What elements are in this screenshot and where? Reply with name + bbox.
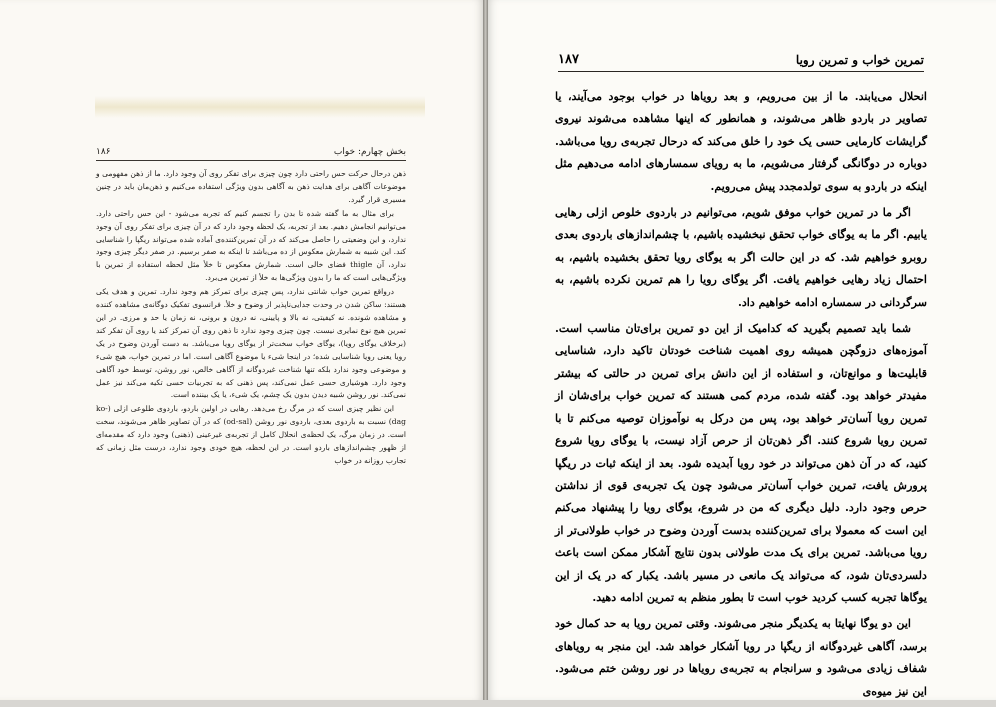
right-paragraph-3: شما باید تصمیم بگیرید که کدامیک از این دو تمرین برای‌تان مناسب است. آموزه‌های دزوگچن همیشه روی اهمیت شناخت خودتان تاکید دارد، شناسایی قابلیت‌ها و موانع‌تان، و استفاده از این دانش برای تمرین در حالتی که بیشتر مفیدتر خواهد بود. گفته شده، مردم کمی هستند که تمرین خواب برای‌شان از تمرین رویا آسان‌تر خواهد بود، پس من درکل به نوآموزان توصیه می‌کنم تا با تمرین رویا شروع کنند. اگر ذهن‌تان از حرص آزاد نیست، با یوگای رویا شروع کنید، که در آن ذهن می‌تواند در خود رویا آبدیده شود. بعد از اینکه ثبات در ریگپا پرورش یافت، تمرین خواب آسان‌تر می‌شود چون یک تجربه‌ی قوی از نداشتن حرص وجود دارد. دلیل دیگری که من در شروع، یوگای رویا را پیشنهاد می‌کنم این است که معمولا برای تمرین‌کننده بدست آوردن وضوح در خواب طولانی‌تر از رویا می‌باشد. تمرین برای یک مدت طولانی بدون نتایج آشکار ممکن است باعث دلسردی‌تان شود، که می‌تواند یک مانعی در مسیر باشد. یکبار که در یک از این یوگاها تجربه کسب کردید خوب است تا بطور منظم به تمرین ادامه دهید. <box>555 322 927 604</box>
left-paragraph-4: این نظیر چیزی است که در مرگ رخ می‌دهد. رهایی در اولین باردو، باردوی طلوعی ازلی (ko-dag) نسبت به باردوی بعدی، باردوی نور روشن (od-sal) که در آن تصاویر ظاهر می‌شوند، سخت است. در زمان مرگ، یک لحظه‌ی انحلال کامل از تجربه‌ی غیرعینی (ذهنی) وجود دارد که مقدمه‌ای از ظهور چشم‌اندازهای باردو است. در این لحظه، هیچ خودی وجود ندارد، درست مثل زمانی که تجارب روزانه در خواب <box>96 404 406 465</box>
right-paragraph-4: این دو یوگا نهایتا به یکدیگر منجر می‌شوند. وقتی تمرین رویا به حد کمال خود برسد، آگاهی غیردوگانه از ریگپا در رویا آشکار خواهد شد. این منجر به رویاهای شفاف زیادی می‌شود و سرانجام به تجربه‌ی رویاها در نور روشن ختم می‌شود. این نیز میوه‌ی <box>555 617 927 698</box>
left-paragraph-1: ذهن درحال حرکت حس راحتی دارد چون چیزی برای تفکر روی آن وجود دارد. ما از ذهن مفهومی و موضوعات آگاهی برای هدایت ذهن به آگاهی بدون ویژگی استفاده می‌کنیم و ذهن‌مان باید در چنین مسیری قرار گیرد. <box>96 169 406 204</box>
left-page-number: ۱۸۶ <box>96 147 111 157</box>
left-page-header <box>96 147 406 161</box>
right-page-number: ۱۸۷ <box>558 52 579 67</box>
ink-bleed-stain <box>95 96 425 118</box>
right-page-body <box>555 86 927 707</box>
right-page-header <box>558 52 924 72</box>
right-page-title: تمرین خواب و تمرین رویا <box>795 53 924 67</box>
left-paragraph-3: درواقع تمرین خواب شانتی ندارد، پس چیزی برای تمرکز هم وجود ندارد. تمرین و هدف یکی هستند: ساکن شدن در وحدت جدایی‌ناپذیر از وضوح و خلأ. فرانسوی تفکیک دوگانه‌ی مشاهده کننده و مشاهده شونده. نه کیفیتی، نه بالا و پایینی، نه درون و برونی، نه زمان یا حد و مرزی. در این تمرین هیچ نوع نمایری نیست. چون چیزی وجود ندارد تا ذهن روی آن تمرکز کند یا روی آن تفکر کند (برخلاف یوگای رویا)، یوگای خواب سخت‌تر از یوگای رویا می‌باشد. به دست آوردن وضوح در یک رویا یعنی رویا شناسایی شده؛ در اینجا شیء یا موضوع آگاهی است. اما در تمرین خواب، هیچ شیء و موضوعی وجود ندارد بلکه تنها شناخت غیردوگانه از آگاهی خالص، نور روشن، توسط خود آگاهی وجود دارد. هوشیاری حسی عمل نمی‌کند، پس ذهنی که به تجربیات حسی تکیه می‌کند نیز عمل نمی‌کند. نور روشن شبیه دیدن بدون یک چشم، یک شیء، یا یک بیننده است. <box>96 287 406 400</box>
right-paragraph-2: اگر ما در تمرین خواب موفق شویم، می‌توانیم در باردوی خلوص ازلی رهایی یابیم. اگر ما به یوگای خواب تحقق نبخشیده باشیم، با چشم‌اندازهای باردوی بعدی روبرو خواهیم شد. که در این حالت اگر به یوگای رویا تحقق بخشیده باشیم، به احتمال زیاد رهایی خواهیم یافت. اگر یوگای رویا را هم تمرین نکرده باشیم، به سرگردانی در سمساره ادامه خواهیم داد. <box>555 206 927 309</box>
right-paragraph-1: انحلال می‌یابند. ما از بین می‌رویم، و بعد رویاها در خواب بوجود می‌آیند، یا تصاویر در باردو ظاهر می‌شوند، و همانطور که اینها مشاهده می‌شوند نیروی گرایشات کارمایی حسی یک خود را خلق می‌کند که درحال تجربه‌ی رویا می‌باشد. دوباره در دوگانگی گرفتار می‌شویم، ما به رویای سمسارهای ادامه می‌دهیم مثل اینکه در باردو به سوی تولدمجدد پیش می‌رویم. <box>555 90 927 193</box>
left-paragraph-2: برای مثال به ما گفته شده تا بدن را تجسم کنیم که تجربه می‌شود - این حس راحتی دارد. می‌توانیم انجامش دهیم. بعد از تجربه، یک لحظه وجود دارد که در آن چیزی برای تفکر روی آن وجود ندارد، و این وضعیتی را حاصل می‌کند که در آن تمرین‌کننده‌ی آماده شده می‌تواند ریگپا را شناسایی کند. این شبیه به شمارش معکوس از ده می‌باشد تا اینکه به صفر برسیم. در صفر دیگر چیزی وجود ندارد، آن thigle فضای خالی است. شمارش معکوس تا خلأ مثل لحظه استفاده از تمرین با ویژگی‌هایی است که ما را بدون ویژگی‌ها به خلأ از تمرین می‌برد. <box>96 208 406 283</box>
left-page-body <box>96 168 406 469</box>
left-page-title: بخش چهارم: خواب <box>333 147 406 157</box>
